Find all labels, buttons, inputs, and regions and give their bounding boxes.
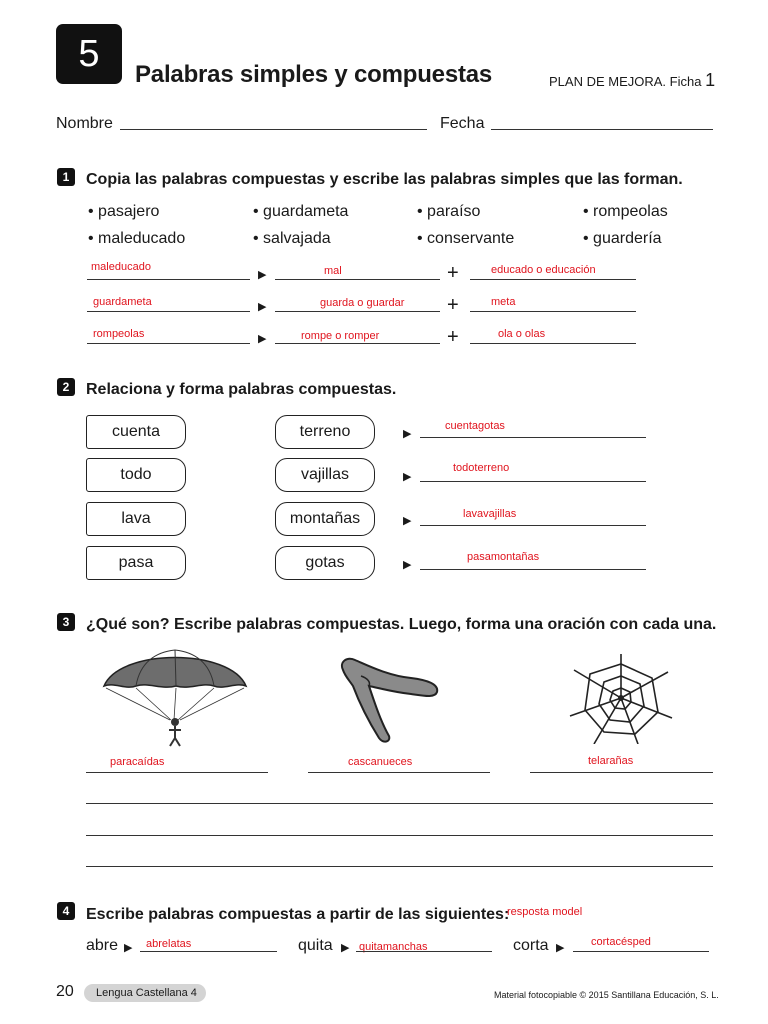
answer-line[interactable] (420, 569, 646, 570)
word-box-right[interactable]: montañas (275, 502, 375, 536)
image-answer: paracaídas (110, 756, 165, 768)
answer-line[interactable] (420, 525, 646, 526)
answer-line[interactable] (573, 951, 709, 952)
arrow-icon: ▶ (403, 428, 412, 440)
answer-line[interactable] (87, 343, 250, 344)
answer-line[interactable] (87, 279, 250, 280)
answer-simple-2: ola o olas (498, 328, 546, 340)
answer-simple-1: guarda o guardar (320, 297, 405, 309)
answer-line[interactable] (275, 279, 440, 280)
answer-line[interactable] (140, 951, 277, 952)
exercise-2-badge: 2 (57, 378, 75, 396)
plus-icon: + (447, 262, 459, 284)
word-box-left[interactable]: cuenta (86, 415, 186, 449)
word-item: • guardería (583, 230, 662, 247)
arrow-icon: ▶ (403, 515, 412, 527)
answer-simple-1: rompe o romper (301, 330, 380, 342)
date-field[interactable] (491, 129, 713, 130)
answer-line[interactable] (275, 311, 440, 312)
exercise-3-instruction: ¿Qué son? Escribe palabras compuestas. Luego, forma una oración con cada una. (86, 616, 717, 633)
answer-line[interactable] (308, 772, 490, 773)
arrow-icon: ▶ (258, 269, 267, 281)
exercise-1-instruction: Copia las palabras compuestas y escribe las palabras simples que las forman. (86, 171, 683, 188)
sentence-line[interactable] (86, 835, 713, 836)
word-item: • guardameta (253, 203, 349, 220)
arrow-icon: ▶ (556, 942, 565, 954)
word-item: • paraíso (417, 203, 481, 220)
answer-compound: cortacésped (591, 936, 651, 948)
exercise-2-instruction: Relaciona y forma palabras compuestas. (86, 381, 397, 398)
answer-compound: rompeolas (93, 328, 145, 340)
arrow-icon: ▶ (341, 942, 350, 954)
answer-simple-2: educado o educación (491, 264, 596, 276)
word-item: • conservante (417, 230, 515, 247)
word-box-right[interactable]: vajillas (275, 458, 375, 492)
arrow-icon: ▶ (124, 942, 133, 954)
answer-compound: cuentagotas (445, 420, 505, 432)
page-number: 20 (56, 983, 74, 1000)
answer-compound: pasamontañas (467, 551, 540, 563)
arrow-icon: ▶ (403, 471, 412, 483)
exercise-4-instruction: Escribe palabras compuestas a partir de las siguientes: (86, 906, 510, 923)
answer-line[interactable] (275, 343, 440, 344)
prefix-word: abre (86, 937, 119, 954)
answer-simple-1: mal (324, 265, 342, 277)
answer-line[interactable] (470, 311, 636, 312)
answer-simple-2: meta (491, 296, 516, 308)
word-item: • salvajada (253, 230, 331, 247)
word-box-right[interactable]: gotas (275, 546, 375, 580)
answer-line[interactable] (420, 481, 646, 482)
image-answer: telarañas (588, 755, 634, 767)
date-label: Fecha (440, 115, 485, 132)
word-item: • rompeolas (583, 203, 668, 220)
nutcracker-icon (335, 652, 445, 747)
prefix-word: corta (513, 937, 549, 954)
answer-compound: abrelatas (146, 938, 192, 950)
plus-icon: + (447, 294, 459, 316)
arrow-icon: ▶ (258, 301, 267, 313)
name-field[interactable] (120, 129, 427, 130)
word-item: • maleducado (88, 230, 186, 247)
subject-pill: Lengua Castellana 4 (84, 984, 206, 1002)
word-box-left[interactable]: lava (86, 502, 186, 536)
spiderweb-icon (568, 652, 674, 744)
parachute-icon (100, 642, 250, 750)
answer-line[interactable] (87, 311, 250, 312)
answer-line[interactable] (470, 279, 636, 280)
word-box-right[interactable]: terreno (275, 415, 375, 449)
answer-line[interactable] (420, 437, 646, 438)
answer-compound: guardameta (93, 296, 152, 308)
exercise-4-badge: 4 (57, 902, 75, 920)
arrow-icon: ▶ (258, 333, 267, 345)
image-answer: cascanueces (348, 756, 413, 768)
unit-number-badge: 5 (56, 24, 122, 84)
name-label: Nombre (56, 115, 113, 132)
prefix-word: quita (298, 937, 333, 954)
answer-compound: quitamanchas (359, 941, 428, 953)
answer-compound: lavavajillas (463, 508, 517, 520)
plan-text: PLAN DE MEJORA. Ficha (549, 74, 702, 89)
exercise-3-badge: 3 (57, 613, 75, 631)
plan-label (549, 70, 715, 91)
page-title: Palabras simples y compuestas (135, 61, 493, 88)
answer-line[interactable] (530, 772, 713, 773)
plan-number: 1 (705, 70, 716, 90)
word-box-left[interactable]: pasa (86, 546, 186, 580)
answer-compound: maleducado (91, 261, 151, 273)
answer-line[interactable] (356, 951, 492, 952)
answer-note: resposta model (507, 906, 583, 918)
answer-line[interactable] (470, 343, 636, 344)
sentence-line[interactable] (86, 866, 713, 867)
copyright-notice: Material fotocopiable © 2015 Santillana Educación, S. L. (494, 990, 719, 1000)
answer-line[interactable] (86, 772, 268, 773)
answer-compound: todoterreno (453, 462, 510, 474)
sentence-line[interactable] (86, 803, 713, 804)
exercise-1-badge: 1 (57, 168, 75, 186)
word-box-left[interactable]: todo (86, 458, 186, 492)
arrow-icon: ▶ (403, 559, 412, 571)
word-item: • pasajero (88, 203, 160, 220)
plus-icon: + (447, 326, 459, 348)
